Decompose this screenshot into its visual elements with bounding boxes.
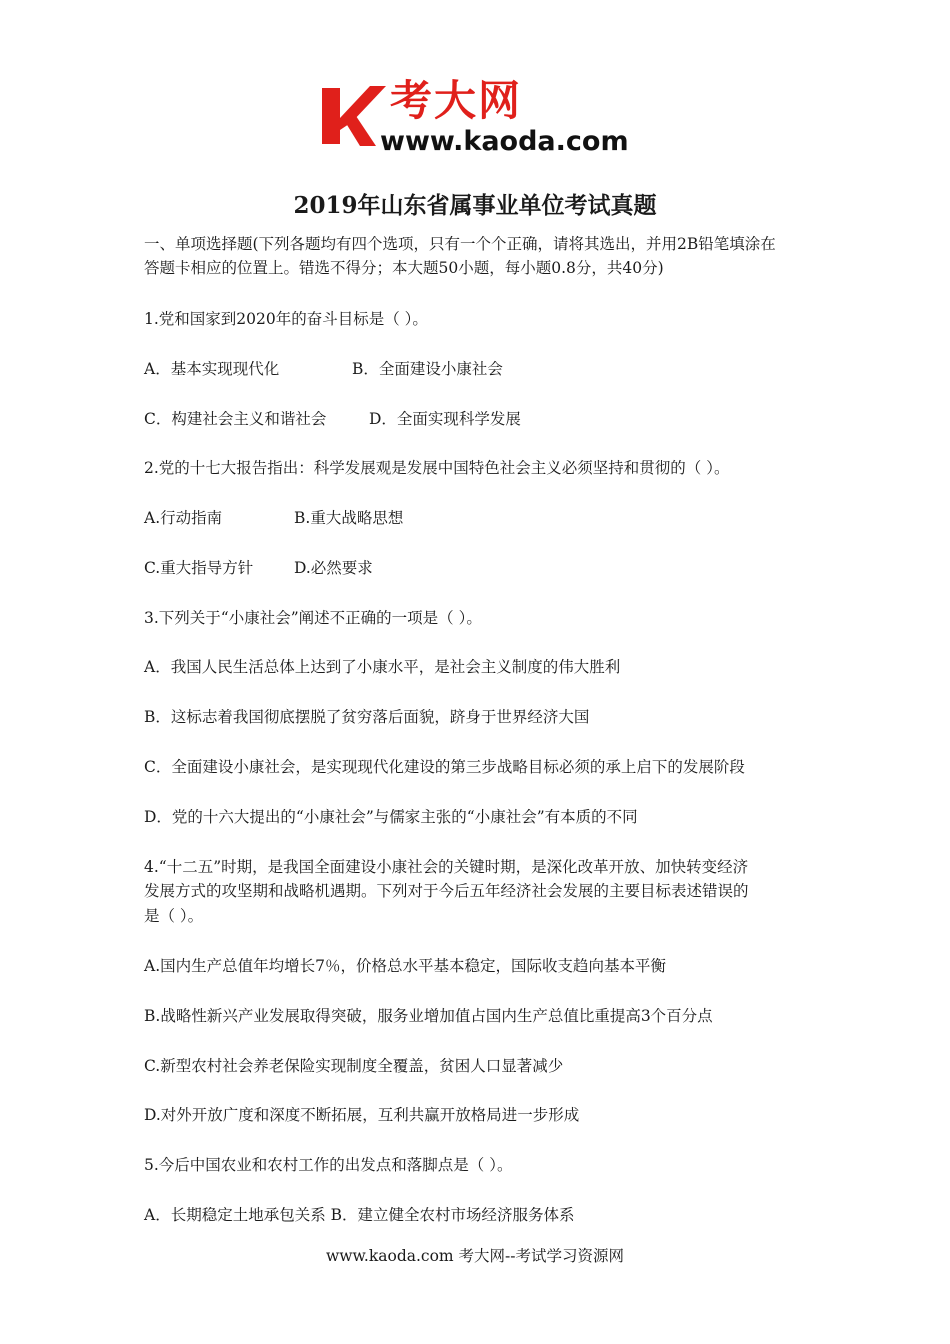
q3-stem: 3.下列关于“小康社会”阐述不正确的一项是（ ）。 — [144, 609, 482, 627]
q1-stem: 1.党和国家到2020年的奋斗目标是（ ）。 — [144, 310, 428, 328]
q4-stem-line-1: 4.“十二五”时期，是我国全面建设小康社会的关键时期，是深化改革开放、加快转变经济 — [144, 858, 749, 876]
q2-option-b: B.重大战略思想 — [294, 509, 404, 527]
q3-option-a: A．我国人民生活总体上达到了小康水平，是社会主义制度的伟大胜利 — [144, 658, 621, 676]
q4-option-c: C.新型农村社会养老保险实现制度全覆盖，贫困人口显著减少 — [144, 1057, 564, 1075]
q3-option-c: C．全面建设小康社会，是实现现代化建设的第三步战略目标必须的承上启下的发展阶段 — [144, 758, 745, 776]
q2-option-d: D.必然要求 — [294, 559, 373, 577]
q5-options-ab: A．长期稳定土地承包关系 B．建立健全农村市场经济服务体系 — [144, 1206, 575, 1224]
q4-stem-line-2: 发展方式的攻坚期和战略机遇期。下列对于今后五年经济社会发展的主要目标表述错误的 — [144, 882, 749, 900]
q1-option-a: A．基本实现现代化 — [144, 360, 280, 378]
q2-stem: 2.党的十七大报告指出：科学发展观是发展中国特色社会主义必须坚持和贯彻的（ ）。 — [144, 459, 730, 477]
q2-option-a: A.行动指南 — [144, 509, 223, 527]
q1-option-d: D．全面实现科学发展 — [369, 410, 521, 428]
q3-option-b: B．这标志着我国彻底摆脱了贫穷落后面貌，跻身于世界经济大国 — [144, 708, 590, 726]
q4-option-a: A.国内生产总值年均增长7％，价格总水平基本稳定，国际收支趋向基本平衡 — [144, 957, 666, 975]
kaoda-logo — [318, 78, 638, 160]
page-footer: www.kaoda.com 考大网--考试学习资源网 — [325, 1247, 625, 1265]
q2-option-c: C.重大指导方针 — [144, 559, 254, 577]
q1-option-c: C．构建社会主义和谐社会 — [144, 410, 327, 428]
logo-brand-text: 考大网 — [390, 76, 523, 125]
instructions-line-1: 一、单项选择题(下列各题均有四个选项，只有一个个正确，请将其选出，并用2B铅笔填涂在 — [144, 235, 776, 253]
q4-stem-line-3: 是（ ）。 — [144, 907, 204, 925]
q3-option-d: D．党的十六大提出的“小康社会”与儒家主张的“小康社会”有本质的不同 — [144, 808, 638, 826]
logo-url-text: www.kaoda.com — [380, 126, 629, 157]
q4-option-b: B.战略性新兴产业发展取得突破，服务业增加值占国内生产总值比重提高3个百分点 — [144, 1007, 713, 1025]
q5-stem: 5.今后中国农业和农村工作的出发点和落脚点是（ ）。 — [144, 1156, 513, 1174]
k-logo-icon — [318, 82, 388, 150]
document-title: 2019年山东省属事业单位考试真题 — [293, 192, 657, 219]
q1-option-b: B．全面建设小康社会 — [352, 360, 503, 378]
instructions-line-2: 答题卡相应的位置上。错选不得分；本大题50小题，每小题0.8分，共40分) — [144, 259, 664, 277]
q4-option-d: D.对外开放广度和深度不断拓展，互利共赢开放格局进一步形成 — [144, 1106, 580, 1124]
